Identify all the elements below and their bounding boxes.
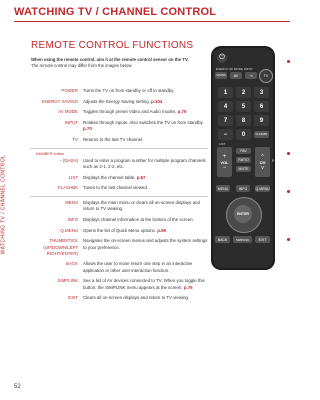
- page-title: WATCHING TV / CHANNEL CONTROL: [14, 6, 217, 18]
- row-energy: [30, 99, 208, 105]
- callout-dot: [287, 60, 290, 63]
- group-head: NUMBER button: [36, 151, 65, 156]
- row-desc: Displays channel information at the bottom of the screen.: [83, 216, 194, 222]
- row-desc: Rotates through inputs. Also switches the TV on from standby. p.70: [83, 120, 204, 132]
- row-label: INPUT: [64, 120, 78, 126]
- dash-button[interactable]: −: [218, 129, 233, 140]
- num-button-6[interactable]: 6: [254, 101, 269, 112]
- sidebar: [0, 60, 9, 360]
- row-label: FLASHBK: [57, 185, 78, 191]
- num-button-2[interactable]: 2: [236, 87, 251, 98]
- row-label: − (DASH): [59, 157, 78, 163]
- list-label: LIST: [219, 142, 226, 146]
- row-label: Q.MENU: [60, 227, 78, 233]
- row-dash: [30, 158, 208, 170]
- flashbk-button[interactable]: FLASHBK: [255, 133, 268, 136]
- ch-rocker[interactable]: [255, 147, 270, 177]
- input-button[interactable]: ⇥: [245, 72, 257, 79]
- info-button[interactable]: INFO: [236, 185, 250, 192]
- title-rule: [14, 21, 290, 22]
- row-info: [30, 217, 208, 223]
- fav-button[interactable]: FAV: [236, 148, 251, 154]
- row-desc: Turns the TV on from standby or off to standby.: [83, 88, 175, 93]
- vol-minus-icon: −: [222, 164, 227, 171]
- row-label: THUMBSTICK (UP/DOWN/LEFT RIGHT/ENTER): [43, 238, 78, 256]
- row-menu: [30, 200, 208, 212]
- row-desc: Tunes to the last channel viewed.: [83, 185, 149, 191]
- row-tv: [30, 137, 208, 143]
- function-list: [30, 82, 208, 306]
- qmenu-button[interactable]: Q.MENU: [255, 186, 270, 191]
- menu-button[interactable]: MENU: [217, 186, 229, 191]
- callout-dot: [287, 238, 290, 241]
- row-label: INFO: [67, 216, 78, 222]
- num-button-7[interactable]: 7: [218, 115, 233, 126]
- av-mode-button[interactable]: AV: [230, 72, 242, 79]
- row-label: BACK: [66, 261, 78, 267]
- power-button[interactable]: ⏻: [217, 53, 227, 63]
- page-ref: p.75: [177, 109, 187, 115]
- intro-line-1: When using the remote control, aim it at the remote control sensor on the TV.: [31, 57, 189, 62]
- row-label: POWER: [61, 88, 78, 93]
- group-power: [30, 85, 208, 143]
- vol-label: VOL: [220, 159, 229, 165]
- page-ref: p.70: [83, 126, 92, 132]
- row-flashbk: [30, 185, 208, 191]
- num-button-9[interactable]: 9: [254, 115, 269, 126]
- row-list: [30, 175, 208, 181]
- row-input: [30, 120, 208, 132]
- num-button-5[interactable]: 5: [236, 101, 251, 112]
- group-number: [30, 148, 208, 192]
- row-desc: Toggles through preset Video and Audio modes. p.75: [83, 109, 187, 115]
- ch-down-icon: v: [261, 164, 264, 171]
- callout-dot: [287, 190, 290, 193]
- page-ref: p.76: [183, 284, 193, 290]
- ch-up-icon: ^: [261, 153, 264, 160]
- row-desc: Clears all on-screen displays and return to TV viewing.: [83, 295, 190, 301]
- vol-rocker[interactable]: [217, 147, 232, 177]
- ratio-button[interactable]: RATIO: [236, 157, 251, 163]
- row-simplink: [30, 278, 208, 290]
- ch-label: CH: [259, 159, 266, 165]
- page-ref: p.67: [136, 174, 146, 180]
- exit-button[interactable]: EXIT: [255, 236, 270, 243]
- page-number: 52: [14, 384, 21, 390]
- row-label: ENERGY SAVING: [42, 98, 78, 104]
- row-label: AV MODE: [58, 109, 78, 115]
- row-thumbstick: [30, 238, 208, 257]
- page-label: P: [272, 159, 275, 163]
- row-desc: Returns to the last TV channel.: [83, 137, 144, 143]
- num-button-4[interactable]: 4: [218, 101, 233, 112]
- row-desc: Displays the channel table. p.67: [83, 174, 146, 180]
- row-avmode: [30, 109, 208, 115]
- back-button[interactable]: BACK: [215, 236, 230, 243]
- row-label: SIMPLINK: [57, 278, 78, 284]
- sidebar-text: WATCHING TV / CHANNEL CONTROL: [0, 154, 7, 255]
- remote-top-labels: ENERGY AV MODE INPUT: [216, 67, 253, 71]
- intro-line-2: The remote control may differ from the images below.: [31, 63, 133, 68]
- vol-plus-icon: +: [222, 153, 227, 160]
- mute-button[interactable]: MUTE: [236, 166, 251, 172]
- row-label: EXIT: [68, 295, 78, 301]
- row-label: LIST: [68, 174, 78, 180]
- energy-saving-button[interactable]: SAVING: [216, 74, 226, 77]
- row-desc: Opens the list of Quick Menu options. p.59: [83, 227, 167, 233]
- page-ref: p.104: [151, 98, 163, 104]
- row-desc: Navigates the on-screen menus and adjusts the system settings to your preference.: [83, 238, 208, 250]
- page-ref: p.59: [157, 227, 167, 233]
- row-desc: Used to enter a program number for multiple program channels such as 2-1, 2-2, etc.: [83, 157, 206, 169]
- remote-illustration: [210, 45, 280, 275]
- row-label: MENU: [65, 200, 78, 206]
- row-back: [30, 261, 208, 273]
- num-button-8[interactable]: 8: [236, 115, 251, 126]
- row-qmenu: [30, 228, 208, 234]
- callout-dot: [287, 152, 290, 155]
- enter-button[interactable]: ENTER: [234, 205, 252, 223]
- row-exit: [30, 295, 208, 301]
- tv-button[interactable]: TV: [259, 69, 273, 83]
- num-button-3[interactable]: 3: [254, 87, 269, 98]
- group-menu: [30, 196, 208, 301]
- simplink-button[interactable]: SIMPLINK: [233, 236, 252, 243]
- num-button-0[interactable]: 0: [236, 129, 251, 140]
- row-label: TV: [72, 137, 78, 143]
- section-title: REMOTE CONTROL FUNCTIONS: [31, 40, 194, 51]
- row-desc: Allows the user to move return one step in an interactive application or other user interaction function.: [83, 261, 193, 273]
- num-button-1[interactable]: 1: [218, 87, 233, 98]
- row-desc: Displays the main menu or clears all on-screen displays and return to TV viewing.: [83, 200, 200, 212]
- row-power: [30, 88, 208, 94]
- row-desc: Adjusts the Energy Saving setting. p.104: [83, 98, 163, 104]
- row-desc: See a list of AV devices connected to TV. When you toggle this button, the SIMPLINK menu appears at the screen. p.76: [83, 278, 205, 290]
